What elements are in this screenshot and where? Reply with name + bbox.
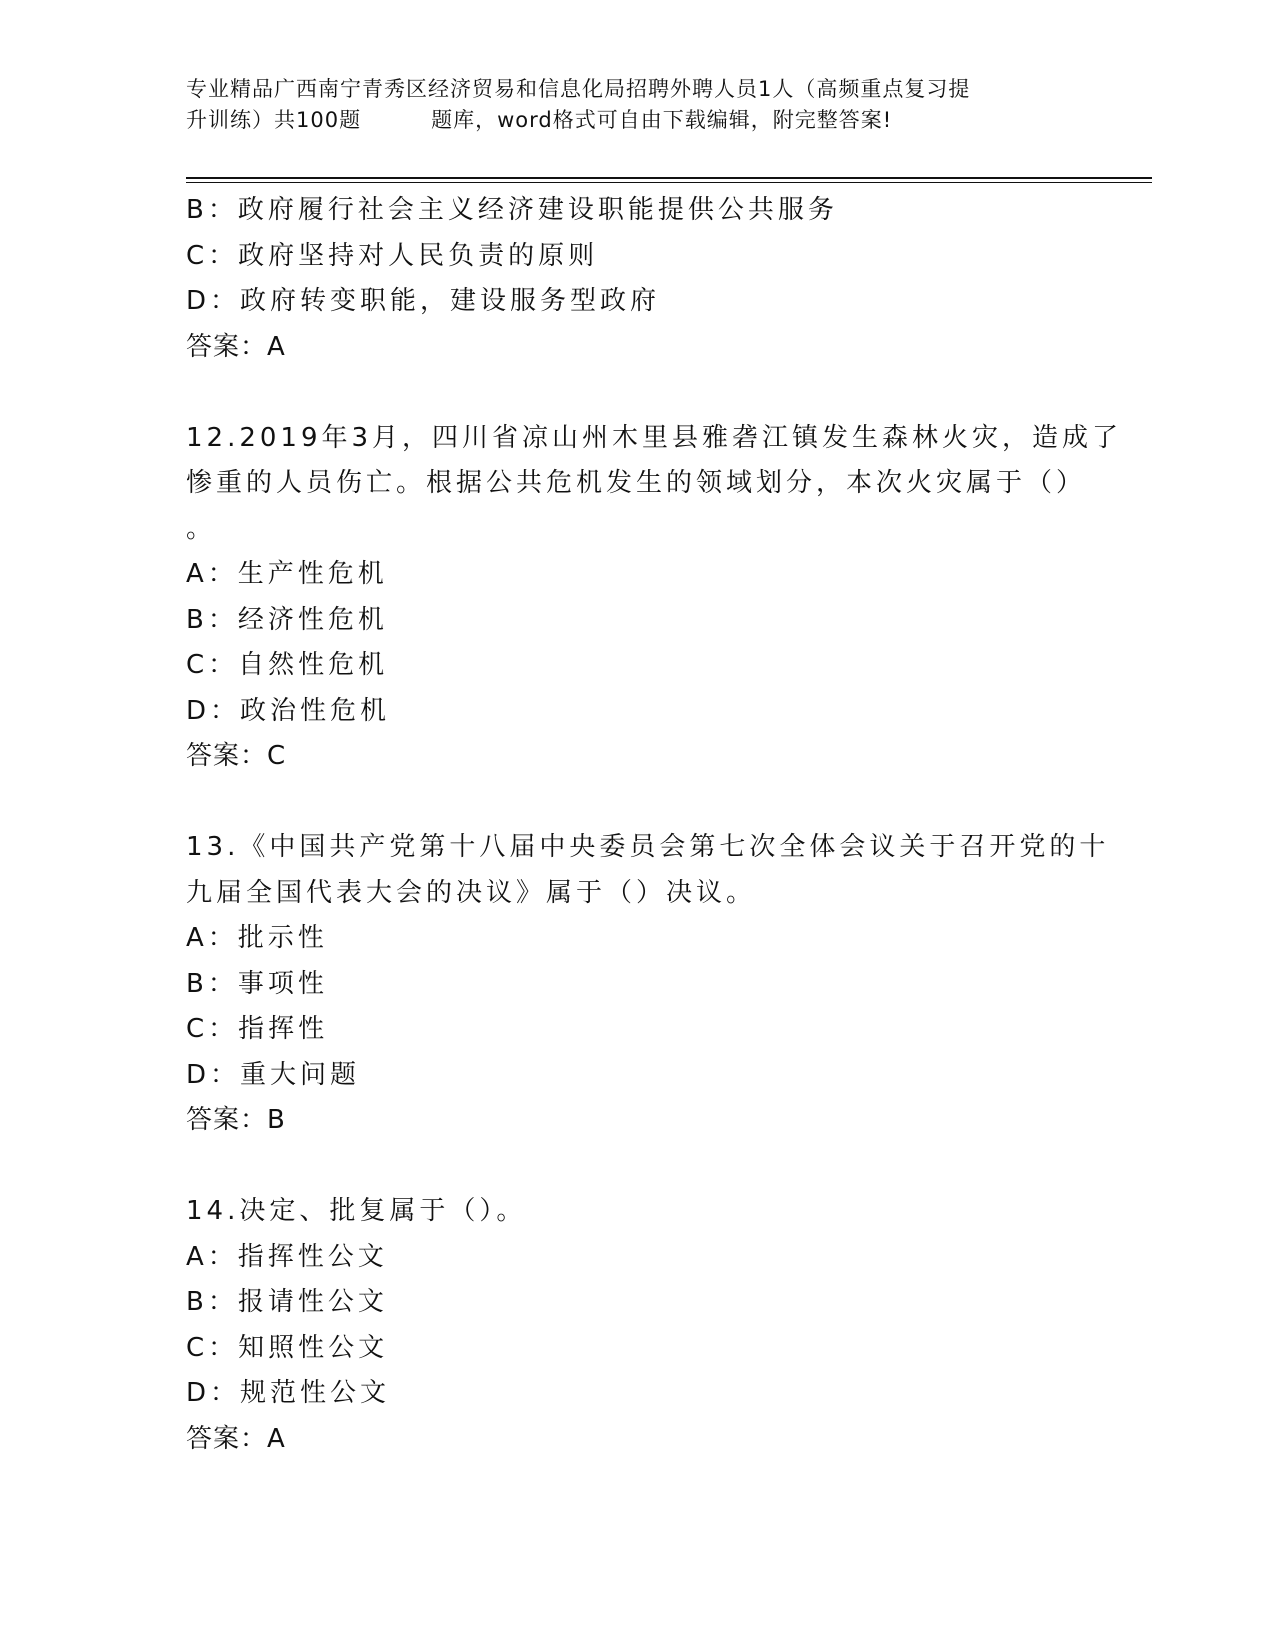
option-a: A：生产性危机 <box>186 559 388 589</box>
header-rule-thin <box>186 182 1152 183</box>
option-a: A：批示性 <box>186 923 328 953</box>
option-a: A：指挥性公文 <box>186 1241 388 1272</box>
header-line-2 <box>186 105 1086 136</box>
answer-line: 答案：A <box>186 1423 286 1454</box>
question-14 <box>186 1189 1086 1462</box>
question-stem-line: 12.2019年3月，四川省凉山州木里县雅砻江镇发生森林火灾，造成了 <box>186 422 1123 453</box>
question-stem-line: 九届全国代表大会的决议》属于（）决议。 <box>186 877 757 908</box>
question-stem-line: 13.《中国共产党第十八届中央委员会第七次全体会议关于召开党的十 <box>186 832 1110 862</box>
question-stem-line: 惨重的人员伤亡。根据公共危机发生的领域划分，本次火灾属于（） <box>186 468 1087 498</box>
header-line-2-part-a: 升训练）共100题 <box>186 108 362 132</box>
question-13 <box>186 825 1110 1144</box>
document-header <box>186 74 1086 136</box>
option-d: D：政治性危机 <box>186 695 391 726</box>
answer-line: 答案：B <box>186 1105 286 1135</box>
option-b: B：事项性 <box>186 968 328 999</box>
header-line-1: 专业精品广西南宁青秀区经济贸易和信息化局招聘外聘人员1人（高频重点复习提 <box>186 77 971 101</box>
option-c: C：自然性危机 <box>186 650 389 680</box>
answer-line: 答案：C <box>186 741 287 771</box>
header-rule-thick <box>186 177 1152 179</box>
header-line-2-part-b: 题库，word格式可自由下载编辑，附完整答案! <box>431 108 893 132</box>
option-c: C：指挥性 <box>186 1014 329 1044</box>
question-11-continued <box>186 188 1086 370</box>
option-d: D：政府转变职能，建设服务型政府 <box>186 286 661 316</box>
option-c: C：知照性公文 <box>186 1332 389 1363</box>
option-d: D：重大问题 <box>186 1059 361 1090</box>
option-b: B：报请性公文 <box>186 1287 388 1317</box>
question-stem-line: 。 <box>186 513 217 544</box>
question-stem-line: 14.决定、批复属于（）。 <box>186 1196 527 1226</box>
option-d: D：规范性公文 <box>186 1378 391 1408</box>
answer-line: 答案：A <box>186 331 286 362</box>
option-b: B：政府履行社会主义经济建设职能提供公共服务 <box>186 195 838 225</box>
question-list <box>186 188 1123 1462</box>
question-12 <box>186 416 1123 780</box>
option-c: C：政府坚持对人民负责的原则 <box>186 240 599 271</box>
option-b: B：经济性危机 <box>186 604 388 635</box>
